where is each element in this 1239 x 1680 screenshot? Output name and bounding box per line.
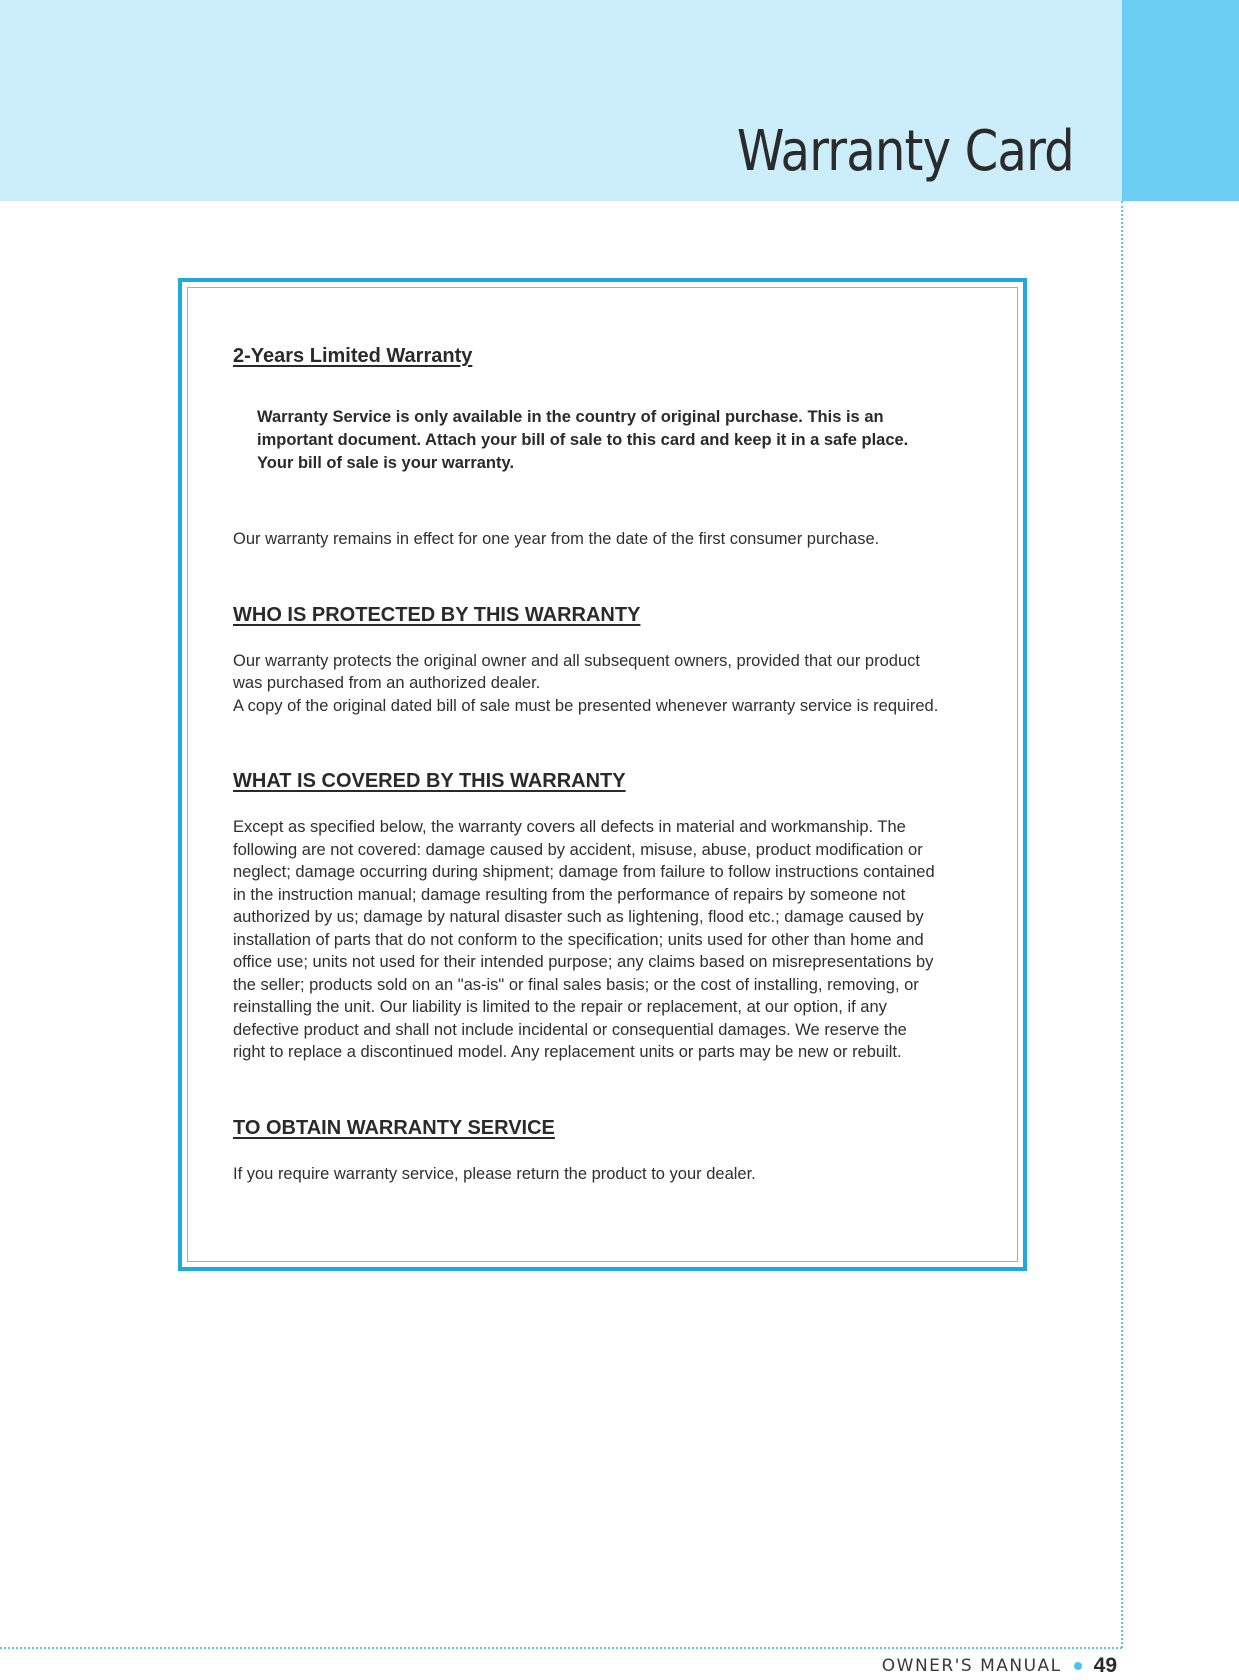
bullet-dot-icon [1074, 1662, 1082, 1670]
warranty-card-content [233, 342, 1003, 1185]
body-line: defective product and shall not include incidental or consequential damages. We reserve the [233, 1020, 907, 1039]
body-line: neglect; damage occurring during shipment; damage from failure to follow instructions contained [233, 863, 935, 881]
section-body-obtain-service [233, 1163, 1003, 1186]
page-number: 49 [1093, 1654, 1117, 1677]
warranty-notice [257, 406, 947, 475]
body-line: Except as specified below, the warranty covers all defects in material and workmanship. The [233, 818, 906, 836]
body-line: If you require warranty service, please return the product to your dealer. [233, 1164, 756, 1183]
margin-guide-horizontal [0, 1647, 1122, 1649]
section-body-what-is-covered [233, 816, 1003, 1064]
body-line: reinstalling the unit. Our liability is limited to the repair or replacement, at our option, if any [233, 998, 887, 1016]
body-line: right to replace a discontinued model. Any replacement units or parts may be new or rebuilt. [233, 1043, 902, 1061]
section-heading-who-is-protected: WHO IS PROTECTED BY THIS WARRANTY [233, 603, 641, 626]
page-footer [882, 1652, 1117, 1680]
section-body-who-is-protected [233, 650, 1003, 718]
intro-line: Our warranty remains in effect for one year from the date of the first consumer purchase. [233, 530, 880, 548]
body-line: A copy of the original dated bill of sale must be presented whenever warranty service is required. [233, 696, 939, 715]
page-title: Warranty Card [736, 119, 1074, 184]
body-line: installation of parts that do not conform to the specification; units used for other than home and [233, 930, 924, 949]
notice-line: important document. Attach your bill of sale to this card and keep it in a safe place. [257, 431, 909, 449]
notice-line: Warranty Service is only available in the country of original purchase. This is an [257, 408, 884, 426]
body-line: was purchased from an authorized dealer. [233, 674, 541, 692]
body-line: office use; units not used for their intended purpose; any claims based on misrepresentations by [233, 953, 934, 971]
body-line: Our warranty protects the original owner and all subsequent owners, provided that our product [233, 651, 920, 670]
warranty-title: 2-Years Limited Warranty [233, 345, 473, 367]
section-heading-what-is-covered: WHAT IS COVERED BY THIS WARRANTY [233, 770, 626, 792]
body-line: the seller; products sold on an "as-is" or final sales basis; or the cost of installing, removing, or [233, 975, 919, 994]
body-line: authorized by us; damage by natural disaster such as lightening, flood etc.; damage caused by [233, 908, 924, 926]
footer-label: OWNER'S MANUAL [881, 1656, 1062, 1676]
warranty-intro [233, 528, 1003, 551]
header-tab [1122, 0, 1239, 201]
notice-line: Your bill of sale is your warranty. [257, 454, 515, 472]
body-line: in the instruction manual; damage resulting from the performance of repairs by someone not [233, 885, 906, 904]
section-heading-obtain-service: TO OBTAIN WARRANTY SERVICE [233, 1116, 555, 1139]
margin-guide-vertical [1121, 201, 1123, 1648]
body-line: following are not covered: damage caused by accident, misuse, abuse, product modification or [233, 840, 923, 859]
